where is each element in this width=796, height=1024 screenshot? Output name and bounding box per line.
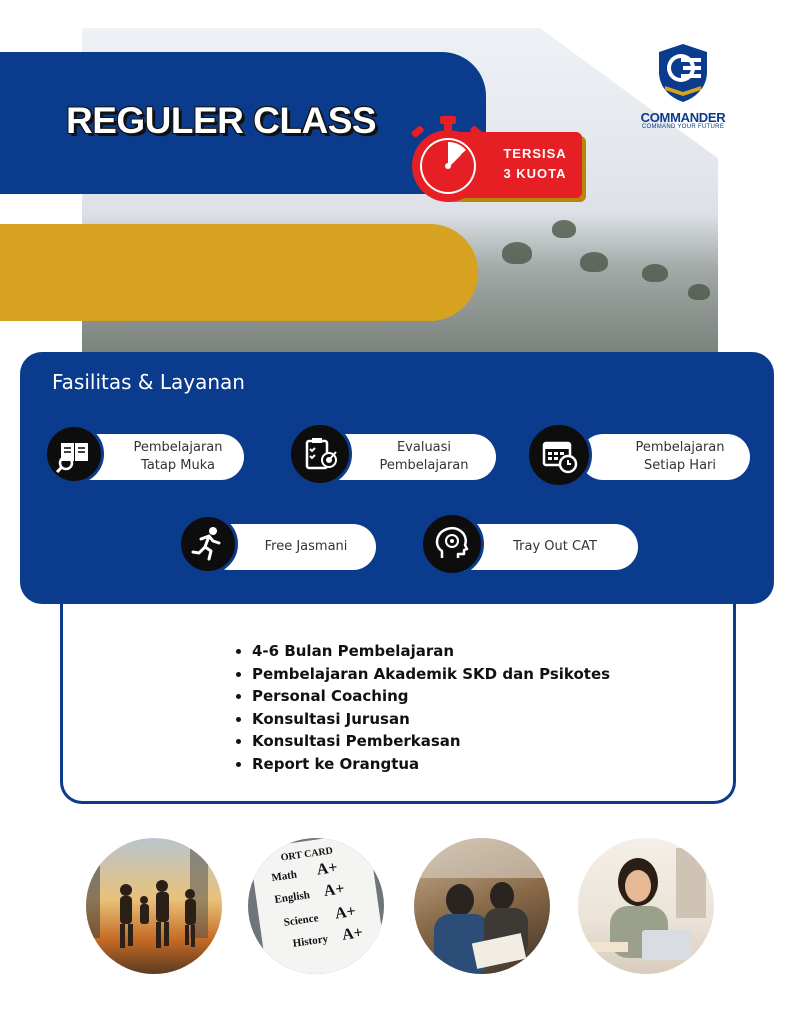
facility-label: Tray Out CAT xyxy=(513,539,597,554)
commander-logo xyxy=(640,42,726,132)
report-grade: A+ xyxy=(315,859,339,879)
calendar-clock-icon xyxy=(526,422,592,488)
helmet xyxy=(642,264,668,282)
report-subject: Math xyxy=(270,868,298,885)
report-card-header: ORT CARD xyxy=(280,845,334,864)
header-gold-band xyxy=(0,224,478,321)
list-item: • Konsultasi Jurusan xyxy=(252,708,610,731)
logo-brand: COMMANDER xyxy=(640,110,726,125)
facilities-title: Fasilitas & Layanan xyxy=(52,370,245,394)
helmet xyxy=(552,220,576,238)
facility-label: Pembelajaran xyxy=(379,458,469,473)
list-item: • Personal Coaching xyxy=(252,685,610,708)
facility-label: Pembelajaran xyxy=(635,440,725,455)
facility-label: Pembelajaran xyxy=(133,440,223,455)
report-grade: A+ xyxy=(322,880,346,900)
facility-pill-setiap-hari xyxy=(580,434,750,480)
list-item: • 4-6 Bulan Pembelajaran xyxy=(252,640,610,663)
logo-tagline: COMMAND YOUR FUTURE xyxy=(641,124,725,130)
helmet xyxy=(580,252,608,272)
running-person-icon xyxy=(178,514,238,574)
quota-line-2: 3 KUOTA xyxy=(503,166,567,181)
report-subject: Science xyxy=(283,912,320,929)
list-item: • Konsultasi Pemberkasan xyxy=(252,730,610,753)
facilities-panel xyxy=(20,352,774,604)
helmet xyxy=(688,284,710,300)
facility-label: Setiap Hari xyxy=(643,458,716,473)
report-subject: History xyxy=(292,932,329,950)
facility-label: Tatap Muka xyxy=(141,458,215,473)
facility-label: Evaluasi xyxy=(396,440,452,455)
report-card-photo xyxy=(248,838,384,974)
list-item: • Report ke Orangtua xyxy=(252,753,610,776)
report-grade: A+ xyxy=(341,924,364,944)
page-title: REGULER CLASS xyxy=(66,100,377,141)
facility-label: Free Jasmani xyxy=(264,539,348,554)
benefits-list xyxy=(230,640,610,775)
report-subject: English xyxy=(273,889,311,906)
list-item: • Pembelajaran Akademik SKD dan Psikotes xyxy=(252,663,610,686)
running-students-photo xyxy=(86,838,222,974)
student-laptop-photo xyxy=(578,838,714,974)
shield-logo-icon xyxy=(655,42,711,104)
clipboard-target-icon xyxy=(288,422,352,486)
stopwatch-icon xyxy=(404,112,490,204)
report-grade: A+ xyxy=(333,902,357,923)
book-magnifier-icon xyxy=(44,424,104,484)
study-group-photo xyxy=(414,838,550,974)
quota-line-1: TERSISA xyxy=(503,146,567,161)
helmet xyxy=(502,242,532,264)
head-gear-icon xyxy=(420,512,484,576)
